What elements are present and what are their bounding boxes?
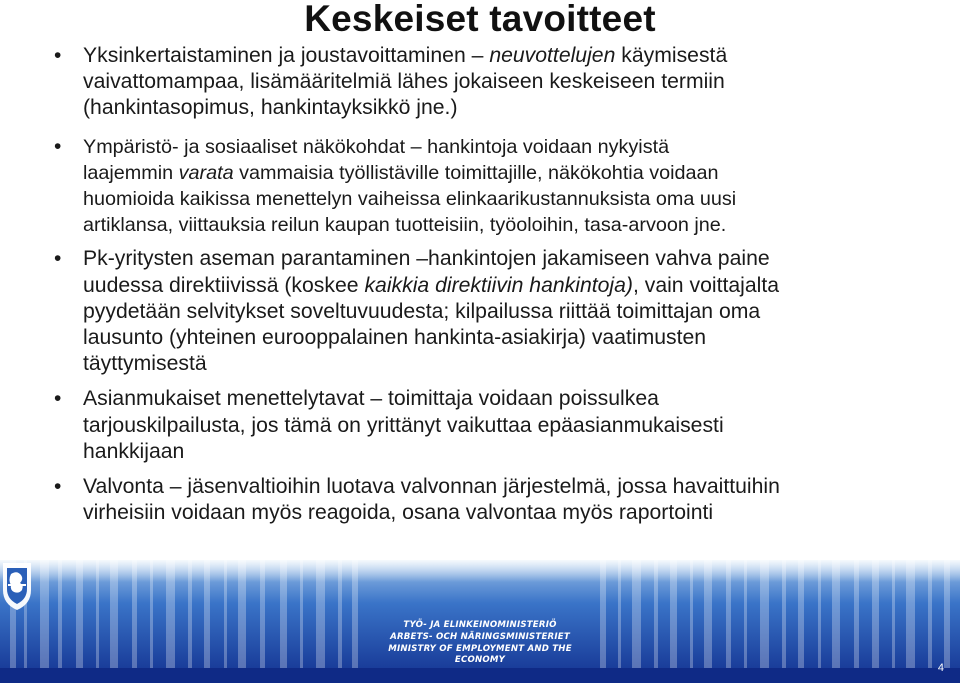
bullet-line: täyttymisestä xyxy=(83,352,207,376)
bullet-list xyxy=(54,43,944,526)
ministry-name-swedish: ARBETS- OCH NÄRINGSMINISTERIET xyxy=(390,632,570,642)
bullet-text xyxy=(83,474,944,526)
bullet-dot-icon: • xyxy=(54,475,62,499)
bullet-line: virheisiin voidaan myös reagoida, osana valvontaa myös raportointi xyxy=(83,501,714,525)
lion-crest-icon xyxy=(0,560,34,612)
bullet-text xyxy=(83,134,944,239)
bullet-dot-icon: • xyxy=(54,134,62,158)
bullet-text xyxy=(83,246,944,377)
emphasis-text: varata xyxy=(178,161,234,184)
bullet-line: Ympäristö- ja sosiaaliset näkökohdat – hankintoja voidaan nykyistä xyxy=(83,135,670,158)
bullet-line: Asianmukaiset menettelytavat – toimittaja voidaan poissulkea xyxy=(83,387,659,411)
bullet-dot-icon: • xyxy=(54,44,62,67)
bullet-dot-icon: • xyxy=(54,387,62,411)
bullet-line: Pk-yritysten aseman parantaminen –hankintojen jakamiseen vahva paine xyxy=(83,247,770,271)
bullet-item xyxy=(54,43,944,122)
ministry-footer-band xyxy=(0,560,960,683)
slide-title: Keskeiset tavoitteet xyxy=(304,0,656,39)
bullet-item xyxy=(54,386,944,465)
page-number: 4 xyxy=(937,662,944,674)
bullet-line: hankkijaan xyxy=(83,439,185,463)
bullet-line: tarjouskilpailusta, jos tämä on yrittänyt vaikuttaa epäasianmukaisesti xyxy=(83,413,724,437)
bullet-line: (hankintasopimus, hankintayksikkö jne.) xyxy=(83,96,458,120)
bullet-line: Yksinkertaistaminen ja joustavoittaminen – neuvottelujen käymisestä xyxy=(83,44,728,67)
bullet-item xyxy=(54,134,944,239)
bullet-line: huomioida kaikissa menettelyn vaiheissa elinkaarikustannuksista oma uusi xyxy=(83,188,737,211)
bullet-line: artiklansa, viittauksia reilun kaupan tuotteisiin, työoloihin, tasa-arvoon jne. xyxy=(83,214,727,237)
ministry-name-english: MINISTRY OF EMPLOYMENT AND THE ECONOMY xyxy=(388,644,572,665)
bullet-line: pyydetään selvitykset soveltuvuudesta; kilpailussa riittää toimittajan oma xyxy=(83,299,761,323)
bullet-item xyxy=(54,246,944,377)
bullet-text xyxy=(83,43,944,122)
bullet-line: laajemmin varata vammaisia työllistäville toimittajille, näkökohtia voidaan xyxy=(83,161,719,184)
bullet-line: Valvonta – jäsenvaltioihin luotava valvonnan järjestelmä, jossa havaittuihin xyxy=(83,475,780,499)
ministry-name-finnish: TYÖ- JA ELINKEINOMINISTERIÖ xyxy=(403,620,557,630)
emphasis-text: kaikkia direktiivin hankintoja) xyxy=(364,273,633,297)
bullet-line: lausunto (yhteinen eurooppalainen hankinta-asiakirja) vaatimusten xyxy=(83,326,707,350)
bullet-line: uudessa direktiivissä (koskee kaikkia direktiivin hankintoja), vain voittajalta xyxy=(83,273,779,297)
bullet-item xyxy=(54,474,944,526)
emphasis-text: neuvottelujen xyxy=(489,44,616,67)
bullet-line: vaivattomampaa, lisämääritelmiä lähes jokaiseen keskeiseen termiin xyxy=(83,70,725,94)
bullet-text xyxy=(83,386,944,465)
bullet-dot-icon: • xyxy=(54,247,62,271)
